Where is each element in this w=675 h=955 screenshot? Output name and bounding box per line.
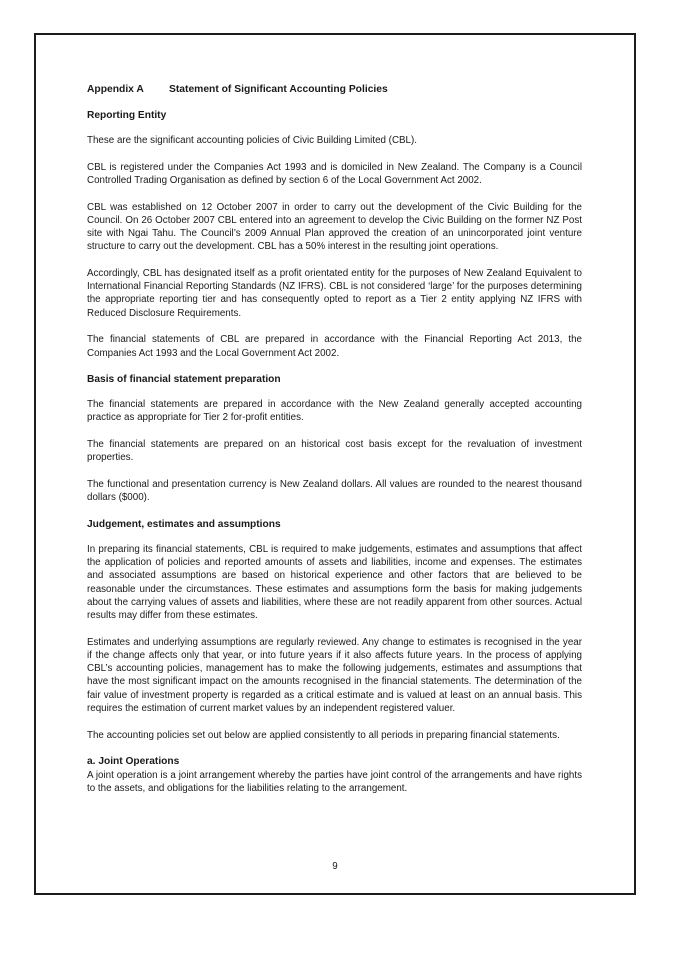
paragraph: The accounting policies set out below are applied consistently to all periods in preparing financial statements. <box>87 729 560 741</box>
paragraph: The financial statements of CBL are prepared in accordance with the Financial Reporting Act 2013, the Companies Act 1993 and the Local Government Act 2002. <box>87 334 582 359</box>
paragraph: In preparing its financial statements, CBL is required to make judgements, estimates and assumptions that affect the application of policies and reported amounts of assets and liabilities, income and expenses. The estimates and associated assumptions are based on historical experience and other factors that are believed to be reasonable under the circumstances. These estimates and assumptions form the basis for making judgements about the carrying values of assets and liabilities, where these are not readily apparent from other sources. Actual results may differ from these estimates. <box>87 544 582 622</box>
appendix-title: Statement of Significant Accounting Policies <box>169 84 388 95</box>
appendix-label: Appendix A <box>87 84 144 95</box>
paragraph: CBL is registered under the Companies Act 1993 and is domiciled in New Zealand. The Company is a Council Controlled Trading Organisation as defined by section 6 of the Local Government Act 2002. <box>87 161 582 186</box>
paragraph: The functional and presentation currency is New Zealand dollars. All values are rounded to the nearest thousand dollars ($000). <box>87 479 582 504</box>
paragraph: Accordingly, CBL has designated itself as a profit orientated entity for the purposes of New Zealand Equivalent to International Financial Reporting Standards (NZ IFRS). CBL is not considered ‘large’ for the purposes determining the appropriate reporting tier and has consequently opted to report as a Tier 2 entity applying NZ IFRS with Reduced Disclosure Requirements. <box>87 268 582 319</box>
section-heading-judgements: Judgement, estimates and assumptions <box>87 519 281 531</box>
section-heading-reporting-entity: Reporting Entity <box>87 110 167 121</box>
paragraph: The financial statements are prepared in accordance with the New Zealand generally accepted accounting practice as appropriate for Tier 2 for-profit entities. <box>87 399 582 424</box>
paragraph: These are the significant accounting policies of Civic Building Limited (CBL). <box>87 134 417 146</box>
section-heading-basis: Basis of financial statement preparation <box>87 374 281 386</box>
paragraph: A joint operation is a joint arrangement whereby the parties have joint control of the arrangements and have rights to the assets, and obligations for the liabilities relating to the arrangement. <box>87 769 582 795</box>
paragraph: CBL was established on 12 October 2007 in order to carry out the development of the Civic Building for the Council. On 26 October 2007 CBL entered into an agreement to develop the Civic Building on the former NZ Post site with Ngai Tahu. The Council’s 2009 Annual Plan approved the creation of an unincorporated joint venture structure to carry out the development. CBL has a 50% interest in the resulting joint operations. <box>87 201 582 253</box>
page-number: 9 <box>332 861 338 872</box>
page-frame <box>34 33 636 895</box>
paragraph: The financial statements are prepared on an historical cost basis except for the revaluation of investment properties. <box>87 439 582 464</box>
paragraph: Estimates and underlying assumptions are regularly reviewed. Any change to estimates is recognised in the year if the change affects only that year, or into future years if it also affects future years. In the process of applying CBL’s accounting policies, management has to make the following judgements, estimates and assumptions that have the most significant impact on the amounts recognised in the financial statements. The determination of the fair value of investment property is regarded as a critical estimate and is valued at least on an annual basis. This requires the estimation of current market values by an independent registered valuer. <box>87 636 582 714</box>
document-body <box>87 83 582 809</box>
appendix-heading <box>87 83 582 97</box>
subsection-heading-joint-operations: a. Joint Operations <box>87 756 180 768</box>
